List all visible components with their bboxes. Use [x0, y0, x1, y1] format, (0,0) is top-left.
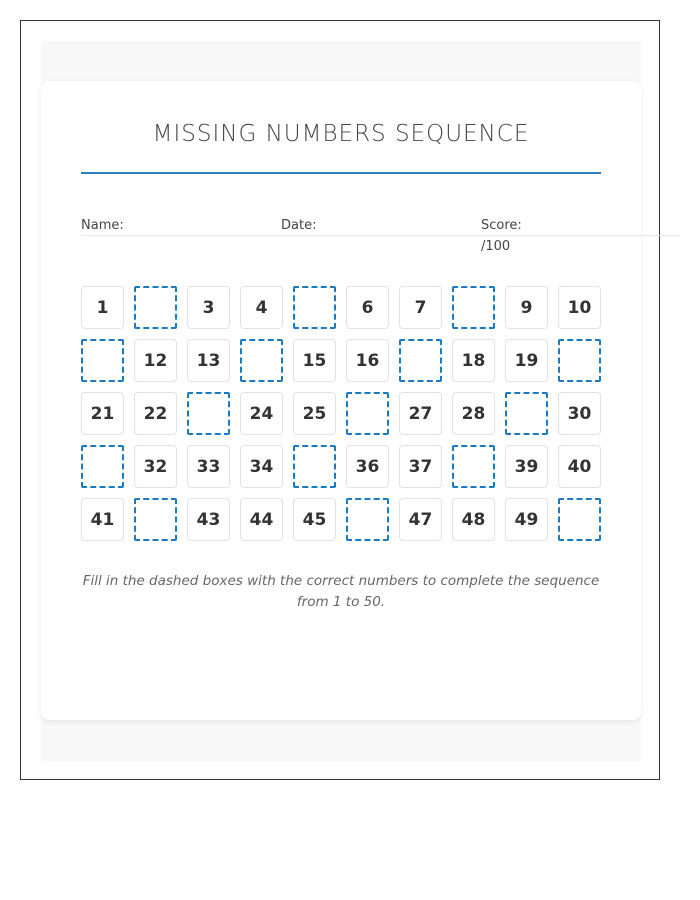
- blank-number-box[interactable]: [240, 339, 283, 382]
- blank-number-box[interactable]: [558, 498, 601, 541]
- number-box: 48: [452, 498, 495, 541]
- blank-number-box[interactable]: [346, 392, 389, 435]
- number-box: 33: [187, 445, 230, 488]
- number-box: 3: [187, 286, 230, 329]
- number-box: 36: [346, 445, 389, 488]
- blank-number-box[interactable]: [452, 445, 495, 488]
- blank-number-box[interactable]: [505, 392, 548, 435]
- number-box: 32: [134, 445, 177, 488]
- number-box: 41: [81, 498, 124, 541]
- number-box: 16: [346, 339, 389, 382]
- score-suffix: /100: [481, 239, 511, 254]
- number-box: 47: [399, 498, 442, 541]
- number-box: 40: [558, 445, 601, 488]
- number-box: 30: [558, 392, 601, 435]
- number-box: 27: [399, 392, 442, 435]
- number-box: 45: [293, 498, 336, 541]
- number-box: 4: [240, 286, 283, 329]
- number-box: 37: [399, 445, 442, 488]
- number-box: 39: [505, 445, 548, 488]
- number-box: 1: [81, 286, 124, 329]
- number-box: 6: [346, 286, 389, 329]
- date-label: Date:: [281, 218, 317, 233]
- blank-number-box[interactable]: [134, 286, 177, 329]
- number-box: 9: [505, 286, 548, 329]
- worksheet-title: MISSING NUMBERS SEQUENCE: [152, 121, 530, 147]
- score-label: Score:: [481, 218, 522, 233]
- number-box: 21: [81, 392, 124, 435]
- number-box: 25: [293, 392, 336, 435]
- number-box: 44: [240, 498, 283, 541]
- blank-number-box[interactable]: [399, 339, 442, 382]
- number-grid: [81, 286, 601, 541]
- blank-number-box[interactable]: [187, 392, 230, 435]
- blank-number-box[interactable]: [558, 339, 601, 382]
- blank-number-box[interactable]: [134, 498, 177, 541]
- number-box: 18: [452, 339, 495, 382]
- number-box: 15: [293, 339, 336, 382]
- number-box: 19: [505, 339, 548, 382]
- number-box: 49: [505, 498, 548, 541]
- number-box: 22: [134, 392, 177, 435]
- blank-number-box[interactable]: [293, 286, 336, 329]
- number-box: 43: [187, 498, 230, 541]
- instructions-text: Fill in the dashed boxes with the correct numbers to complete the sequence from 1 to 50.: [82, 573, 600, 610]
- fields-divider: [81, 235, 681, 236]
- number-box: 24: [240, 392, 283, 435]
- number-box: 28: [452, 392, 495, 435]
- blank-number-box[interactable]: [452, 286, 495, 329]
- number-box: 7: [399, 286, 442, 329]
- blank-number-box[interactable]: [81, 339, 124, 382]
- blank-number-box[interactable]: [346, 498, 389, 541]
- number-box: 13: [187, 339, 230, 382]
- name-label: Name:: [81, 218, 124, 233]
- blank-number-box[interactable]: [81, 445, 124, 488]
- worksheet-card: [41, 81, 641, 720]
- title-underline: [81, 172, 601, 174]
- number-box: 34: [240, 445, 283, 488]
- blank-number-box[interactable]: [293, 445, 336, 488]
- number-box: 10: [558, 286, 601, 329]
- number-box: 12: [134, 339, 177, 382]
